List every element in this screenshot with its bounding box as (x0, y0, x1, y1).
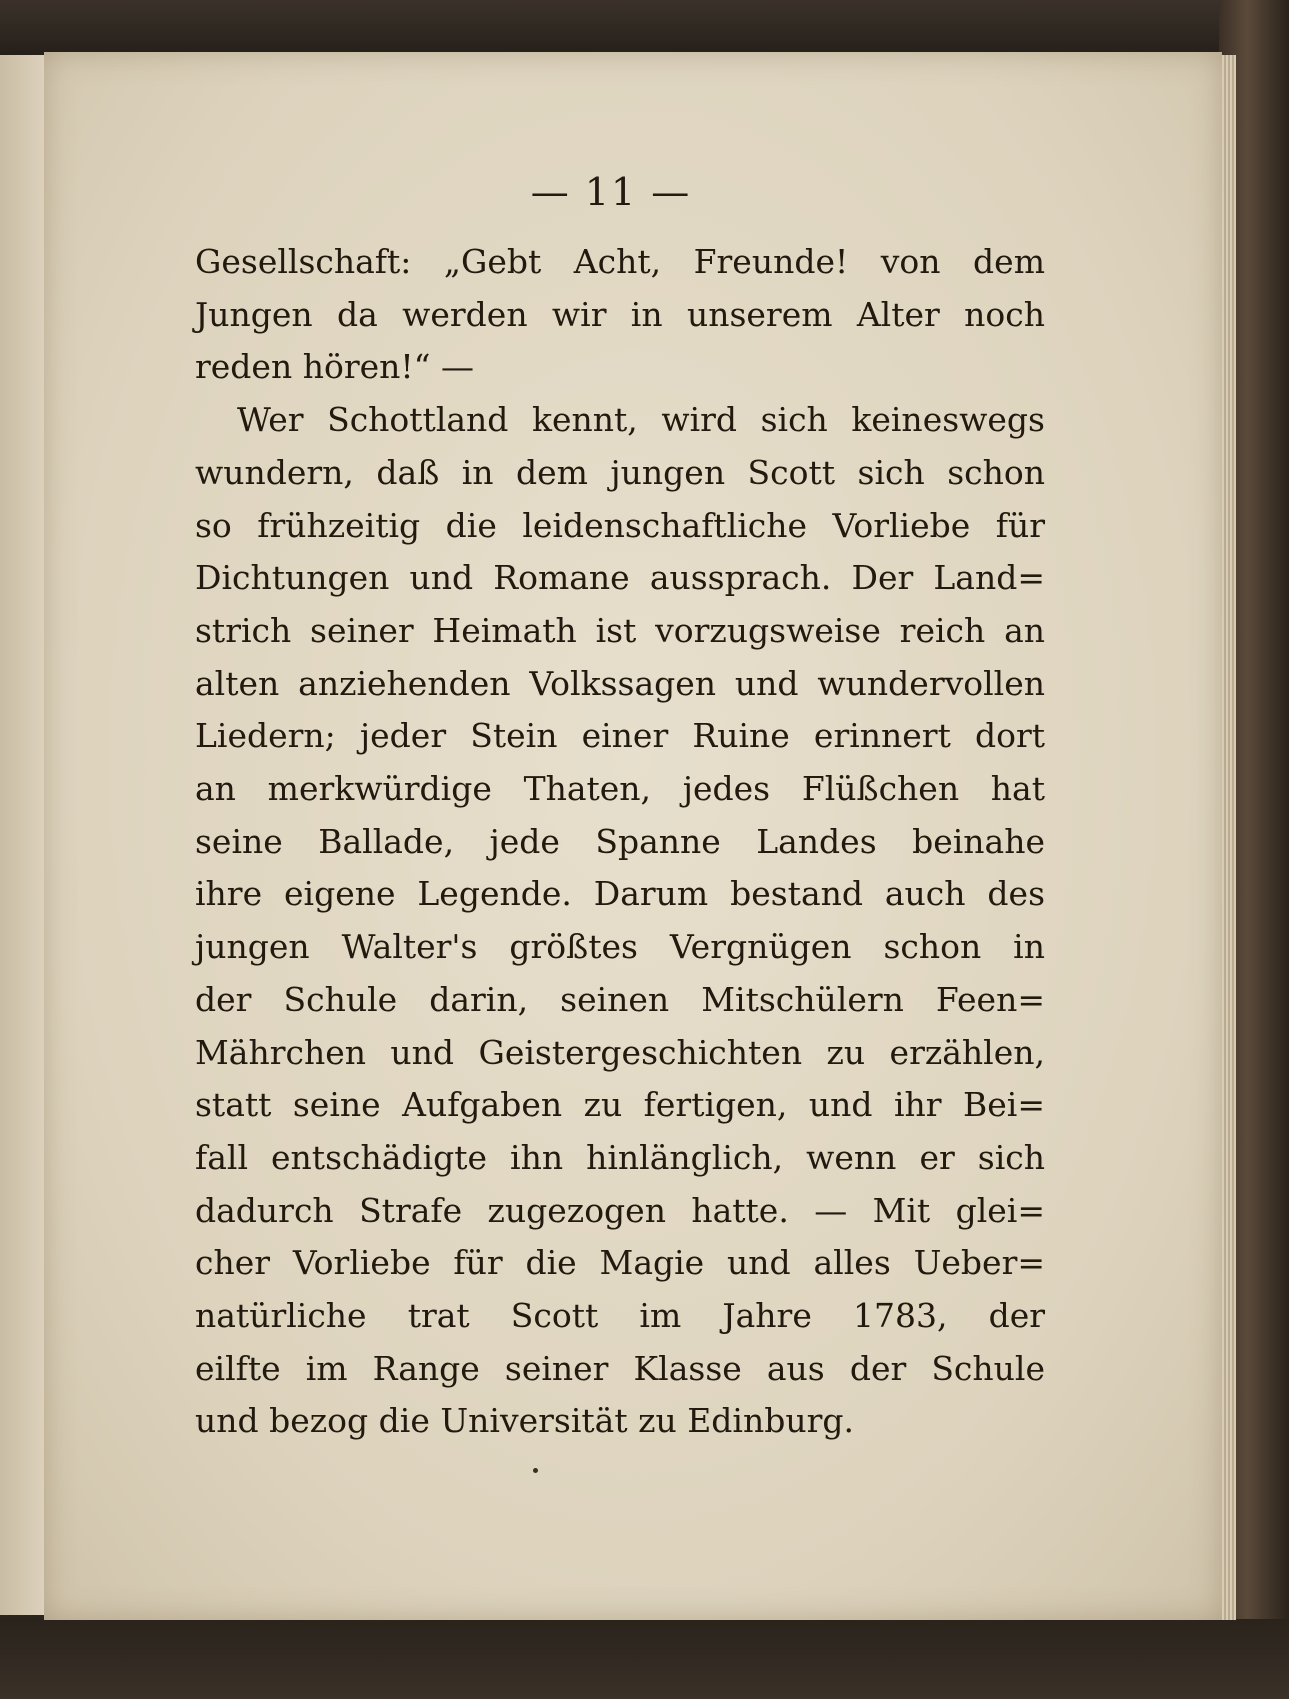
text-line: strich seiner Heimath ist vorzugsweise reich an (195, 610, 1045, 650)
text-line: wundern, daß in dem jungen Scott sich schon (195, 452, 1045, 492)
ink-speck (533, 1468, 538, 1473)
text-line: Mährchen und Geistergeschichten zu erzählen, (195, 1032, 1045, 1072)
text-line: reden hören!“ — (195, 347, 475, 387)
text-line: statt seine Aufgaben zu fertigen, und ihr Bei= (195, 1085, 1045, 1125)
text-line: alten anziehenden Volkssagen und wundervollen (195, 663, 1045, 703)
text-line: und bezog die Universität zu Edinburg. (195, 1401, 855, 1441)
book-cover-top-edge (0, 0, 1289, 60)
text-line: natürliche trat Scott im Jahre 1783, der (195, 1296, 1045, 1336)
text-line: Jungen da werden wir in unserem Alter noch (195, 294, 1045, 334)
book-cover-bottom-edge (0, 1619, 1289, 1699)
text-line: Wer Schottland kennt, wird sich keineswegs (237, 400, 1045, 440)
text-line: cher Vorliebe für die Magie und alles Ueber= (195, 1243, 1045, 1283)
text-line: Liedern; jeder Stein einer Ruine erinnert dort (195, 716, 1045, 756)
text-line: jungen Walter's größtes Vergnügen schon in (195, 927, 1045, 967)
text-line: fall entschädigte ihn hinlänglich, wenn er sich (195, 1137, 1045, 1177)
text-line: der Schule darin, seinen Mitschülern Feen= (195, 979, 1045, 1019)
facing-page-edge (0, 55, 48, 1615)
text-line: ihre eigene Legende. Darum bestand auch des (195, 874, 1045, 914)
text-line: dadurch Strafe zugezogen hatte. — Mit glei= (195, 1190, 1045, 1230)
text-line: an merkwürdige Thaten, jedes Flüßchen hat (195, 769, 1045, 809)
text-line: Gesellschaft: „Gebt Acht, Freunde! von dem (195, 242, 1045, 281)
text-line: Dichtungen und Romane aussprach. Der Land= (195, 558, 1045, 598)
text-line: so frühzeitig die leidenschaftliche Vorliebe für (195, 505, 1045, 545)
text-line: seine Ballade, jede Spanne Landes beinahe (195, 821, 1045, 861)
text-line: eilfte im Range seiner Klasse aus der Schule (195, 1348, 1045, 1388)
page-body-text (195, 236, 1045, 1448)
page-number-header: — 11 — (530, 170, 692, 214)
